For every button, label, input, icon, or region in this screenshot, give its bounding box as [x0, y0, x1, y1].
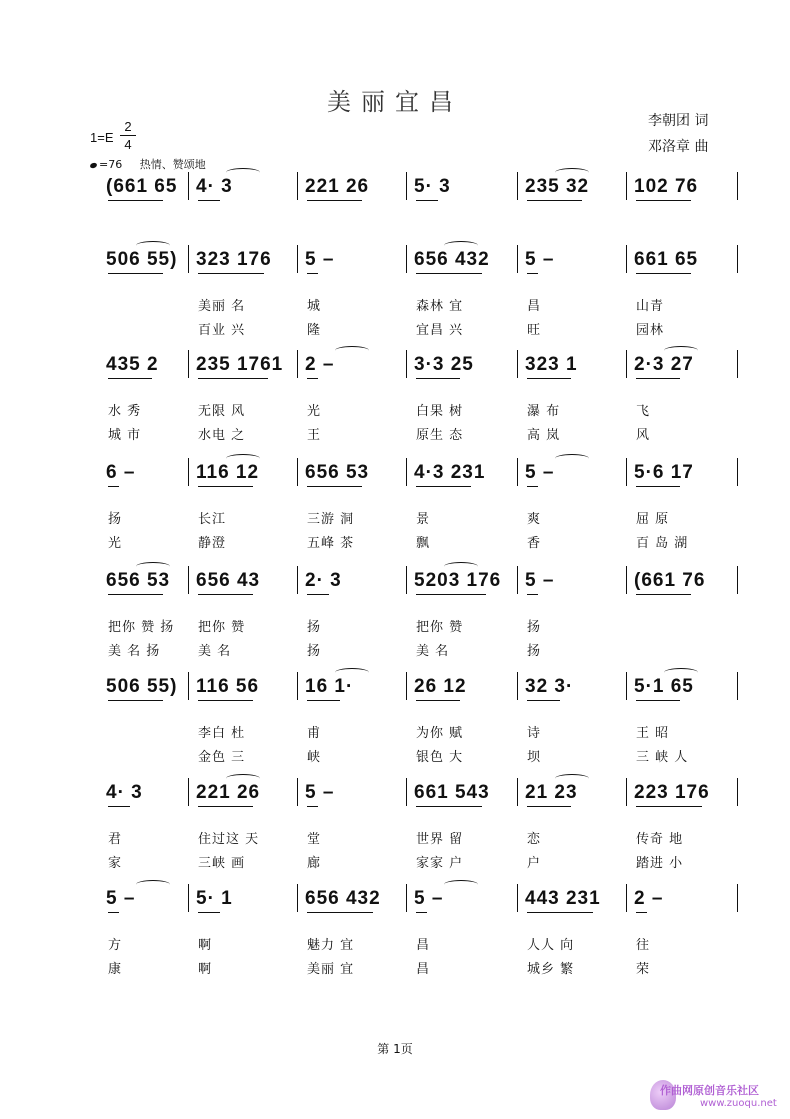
measure-notes: 506 55): [106, 249, 178, 270]
lyric-verse-2: 静澄: [198, 536, 227, 551]
beam-line: [307, 273, 318, 274]
watermark-text: 作曲网原创音乐社区: [660, 1084, 759, 1097]
barline: [297, 245, 298, 273]
barline: [188, 458, 189, 486]
lyric-verse-2: 百 岛 湖: [636, 536, 689, 551]
lyric-verse-1: 人人 向: [527, 938, 575, 953]
tempo-marking: [90, 156, 206, 172]
measure-notes: 3·3 25: [414, 354, 474, 375]
barline: [188, 778, 189, 806]
barline: [517, 172, 518, 200]
lyric-verse-2: 扬: [527, 644, 542, 659]
beam-line: [108, 594, 163, 595]
lyric-verse-1: 白果 树: [416, 404, 464, 419]
lyric-verse-2: 城乡 繁: [527, 962, 575, 977]
measure-notes: 5· 3: [414, 176, 451, 197]
measure-notes: 2 –: [305, 354, 335, 375]
beam-line: [307, 806, 318, 807]
barline: [297, 350, 298, 378]
lyric-verse-2: 户: [527, 856, 542, 871]
barline: [297, 672, 298, 700]
barline: [626, 458, 627, 486]
measure-notes: 5· 1: [196, 888, 233, 909]
slur-mark: [136, 241, 170, 250]
lyric-verse-2: 康: [108, 962, 123, 977]
beam-line: [527, 486, 538, 487]
lyric-verse-2: 廊: [307, 856, 322, 871]
barline: [737, 566, 738, 594]
time-signature: [120, 118, 136, 153]
staff-system: [0, 778, 790, 878]
measure-notes: 4·3 231: [414, 462, 486, 483]
barline: [517, 566, 518, 594]
beam-line: [636, 273, 691, 274]
beam-line: [108, 912, 119, 913]
measure-notes: 661 543: [414, 782, 490, 803]
measure-notes: (661 76: [634, 570, 706, 591]
beam-line: [307, 486, 362, 487]
measure-notes: 656 43: [196, 570, 261, 591]
beam-line: [307, 378, 318, 379]
measure-notes: 656 432: [305, 888, 381, 909]
slur-mark: [664, 668, 698, 677]
slur-mark: [136, 562, 170, 571]
beam-line: [416, 806, 482, 807]
lyric-verse-1: 美丽 名: [198, 299, 246, 314]
slur-mark: [444, 241, 478, 250]
lyric-verse-2: 飘: [416, 536, 431, 551]
barline: [737, 778, 738, 806]
beam-line: [198, 486, 253, 487]
measure-notes: 5 –: [525, 462, 555, 483]
measure-notes: 235 32: [525, 176, 590, 197]
barline: [297, 566, 298, 594]
barline: [188, 566, 189, 594]
lyric-verse-2: 园林: [636, 323, 665, 338]
beam-line: [416, 700, 460, 701]
watermark-url: www.zuoqu.net: [700, 1098, 777, 1109]
measure-notes: 116 12: [196, 462, 260, 483]
page-number: 第 1页: [377, 1042, 413, 1056]
lyric-verse-2: 隆: [307, 323, 322, 338]
barline: [626, 884, 627, 912]
lyric-verse-2: 啊: [198, 962, 213, 977]
measure-notes: 5203 176: [414, 570, 502, 591]
barline: [297, 884, 298, 912]
beam-line: [416, 486, 471, 487]
lyric-verse-1: 三游 洞: [307, 512, 355, 527]
barline: [626, 172, 627, 200]
measure-notes: 5 –: [525, 249, 555, 270]
lyric-verse-1: 屈 原: [636, 512, 670, 527]
lyric-verse-2: 峡: [307, 750, 322, 765]
barline: [737, 245, 738, 273]
barline: [188, 350, 189, 378]
beam-line: [416, 594, 486, 595]
lyric-verse-1: 把你 赞: [198, 620, 246, 635]
tempo-expression: 热情、赞颂地: [139, 158, 206, 171]
lyric-verse-2: 美 名: [198, 644, 232, 659]
lyric-verse-1: 城: [307, 299, 322, 314]
lyric-verse-1: 啊: [198, 938, 213, 953]
tempo-bpm: =76: [99, 158, 123, 171]
beam-line: [636, 912, 647, 913]
barline: [517, 350, 518, 378]
barline: [517, 778, 518, 806]
measure-notes: 6 –: [106, 462, 136, 483]
measure-notes: 2·3 27: [634, 354, 694, 375]
staff-system: [0, 245, 790, 345]
beam-line: [527, 700, 560, 701]
slur-mark: [444, 562, 478, 571]
lyric-verse-2: 家: [108, 856, 123, 871]
lyric-verse-2: 金色 三: [198, 750, 246, 765]
beam-line: [636, 806, 702, 807]
barline: [517, 245, 518, 273]
beam-line: [416, 912, 427, 913]
barline: [626, 672, 627, 700]
lyric-verse-2: 城 市: [108, 428, 142, 443]
beam-line: [416, 273, 482, 274]
lyric-verse-2: 水电 之: [198, 428, 246, 443]
barline: [297, 172, 298, 200]
measure-notes: 221 26: [305, 176, 370, 197]
meter-bottom: 4: [120, 135, 136, 153]
beam-line: [108, 486, 119, 487]
lyric-verse-2: 旺: [527, 323, 542, 338]
measure-notes: 5 –: [106, 888, 136, 909]
barline: [737, 458, 738, 486]
measure-notes: 16 1·: [305, 676, 354, 697]
barline: [188, 884, 189, 912]
barline: [406, 884, 407, 912]
lyric-verse-1: 李白 杜: [198, 726, 246, 741]
lyric-verse-1: 魅力 宜: [307, 938, 355, 953]
lyric-verse-2: 高 岚: [527, 428, 561, 443]
beam-line: [636, 486, 680, 487]
meter-top: 2: [124, 119, 132, 134]
beam-line: [527, 378, 571, 379]
measure-notes: 506 55): [106, 676, 178, 697]
lyric-verse-2: 银色 大: [416, 750, 464, 765]
barline: [297, 778, 298, 806]
slur-mark: [226, 168, 260, 177]
lyric-verse-2: 三峡 画: [198, 856, 246, 871]
staff-system: [0, 672, 790, 772]
measure-notes: 5·1 65: [634, 676, 694, 697]
beam-line: [108, 806, 130, 807]
lyric-verse-1: 扬: [527, 620, 542, 635]
beam-line: [416, 378, 460, 379]
measure-notes: 656 432: [414, 249, 490, 270]
beam-line: [636, 200, 691, 201]
lyric-verse-2: 美丽 宜: [307, 962, 355, 977]
measure-notes: 5 –: [305, 249, 335, 270]
lyric-verse-1: 把你 赞: [416, 620, 464, 635]
lyric-verse-1: 恋: [527, 832, 542, 847]
beam-line: [636, 700, 680, 701]
beam-line: [307, 700, 340, 701]
measure-notes: 656 53: [106, 570, 171, 591]
measure-notes: 235 1761: [196, 354, 284, 375]
measure-notes: 102 76: [634, 176, 699, 197]
lyric-verse-1: 森林 宜: [416, 299, 464, 314]
page-title: 美丽宜昌: [327, 88, 463, 116]
measure-notes: (661 65: [106, 176, 178, 197]
measure-notes: 5 –: [525, 570, 555, 591]
lyricist-credit: 李朝团 词: [648, 113, 709, 129]
lyric-verse-2: 百业 兴: [198, 323, 246, 338]
beam-line: [108, 378, 152, 379]
barline: [406, 778, 407, 806]
measure-notes: 223 176: [634, 782, 710, 803]
measure-notes: 661 65: [634, 249, 699, 270]
barline: [517, 884, 518, 912]
lyric-verse-2: 坝: [527, 750, 542, 765]
measure-notes: 21 23: [525, 782, 578, 803]
lyric-verse-2: 王: [307, 428, 322, 443]
lyric-verse-1: 山青: [636, 299, 665, 314]
beam-line: [198, 912, 220, 913]
beam-line: [108, 700, 163, 701]
measure-notes: 2 –: [634, 888, 664, 909]
lyric-verse-1: 光: [307, 404, 322, 419]
lyric-verse-1: 昌: [527, 299, 542, 314]
beam-line: [307, 200, 362, 201]
slur-mark: [664, 346, 698, 355]
beam-line: [527, 912, 593, 913]
lyric-verse-1: 长江: [198, 512, 227, 527]
beam-line: [527, 273, 538, 274]
beam-line: [307, 912, 373, 913]
composer-credit: 邓洛章 曲: [648, 139, 709, 155]
lyric-verse-2: 五峰 茶: [307, 536, 355, 551]
beam-line: [198, 200, 220, 201]
measure-notes: 323 176: [196, 249, 272, 270]
barline: [406, 245, 407, 273]
lyric-verse-1: 往: [636, 938, 651, 953]
beam-line: [198, 806, 253, 807]
lyric-verse-2: 家家 户: [416, 856, 464, 871]
slur-mark: [226, 774, 260, 783]
beam-line: [198, 378, 268, 379]
lyric-verse-1: 扬: [108, 512, 123, 527]
barline: [406, 458, 407, 486]
barline: [188, 172, 189, 200]
staff-system: [0, 884, 790, 984]
lyric-verse-2: 美 名 扬: [108, 644, 161, 659]
staff-system: [0, 566, 790, 666]
barline: [517, 672, 518, 700]
lyric-verse-1: 为你 赋: [416, 726, 464, 741]
beam-line: [636, 378, 680, 379]
lyric-verse-1: 诗: [527, 726, 542, 741]
slur-mark: [555, 168, 589, 177]
slur-mark: [335, 346, 369, 355]
measure-notes: 4· 3: [196, 176, 233, 197]
beam-line: [198, 273, 264, 274]
staff-system: [0, 458, 790, 558]
lyric-verse-1: 甫: [307, 726, 322, 741]
measure-notes: 443 231: [525, 888, 601, 909]
barline: [737, 350, 738, 378]
lyric-verse-2: 香: [527, 536, 542, 551]
staff-system: [0, 350, 790, 450]
beam-line: [307, 594, 329, 595]
beam-line: [527, 594, 538, 595]
beam-line: [108, 273, 163, 274]
barline: [626, 778, 627, 806]
lyric-verse-1: 瀑 布: [527, 404, 561, 419]
barline: [626, 350, 627, 378]
barline: [406, 566, 407, 594]
barline: [188, 672, 189, 700]
quarter-note-icon: [89, 162, 97, 169]
barline: [737, 884, 738, 912]
lyric-verse-2: 光: [108, 536, 123, 551]
lyric-verse-2: 宜昌 兴: [416, 323, 464, 338]
slur-mark: [555, 774, 589, 783]
beam-line: [527, 200, 582, 201]
measure-notes: 32 3·: [525, 676, 574, 697]
beam-line: [527, 806, 571, 807]
beam-line: [636, 594, 691, 595]
measure-notes: 656 53: [305, 462, 370, 483]
lyric-verse-2: 昌: [416, 962, 431, 977]
measure-notes: 2· 3: [305, 570, 342, 591]
barline: [406, 672, 407, 700]
measure-notes: 5 –: [305, 782, 335, 803]
slur-mark: [226, 454, 260, 463]
barline: [517, 458, 518, 486]
lyric-verse-1: 无限 风: [198, 404, 246, 419]
lyric-verse-2: 荣: [636, 962, 651, 977]
lyric-verse-1: 住过这 天: [198, 832, 260, 847]
barline: [297, 458, 298, 486]
lyric-verse-1: 飞: [636, 404, 651, 419]
measure-notes: 5 –: [414, 888, 444, 909]
barline: [626, 245, 627, 273]
slur-mark: [444, 880, 478, 889]
measure-notes: 221 26: [196, 782, 261, 803]
measure-notes: 435 2: [106, 354, 159, 375]
lyric-verse-1: 昌: [416, 938, 431, 953]
barline: [737, 172, 738, 200]
barline: [626, 566, 627, 594]
lyric-verse-1: 世界 留: [416, 832, 464, 847]
lyric-verse-1: 方: [108, 938, 123, 953]
barline: [737, 672, 738, 700]
barline: [406, 350, 407, 378]
lyric-verse-1: 扬: [307, 620, 322, 635]
measure-notes: 5·6 17: [634, 462, 694, 483]
lyric-verse-1: 把你 赞 扬: [108, 620, 175, 635]
beam-line: [198, 700, 253, 701]
measure-notes: 4· 3: [106, 782, 143, 803]
barline: [406, 172, 407, 200]
slur-mark: [555, 454, 589, 463]
lyric-verse-2: 原生 态: [416, 428, 464, 443]
beam-line: [198, 594, 253, 595]
beam-line: [108, 200, 163, 201]
key-signature: 1=E: [90, 130, 114, 145]
lyric-verse-2: 扬: [307, 644, 322, 659]
lyric-verse-1: 堂: [307, 832, 322, 847]
lyric-verse-1: 水 秀: [108, 404, 142, 419]
lyric-verse-1: 王 昭: [636, 726, 670, 741]
lyric-verse-1: 君: [108, 832, 123, 847]
barline: [188, 245, 189, 273]
lyric-verse-1: 景: [416, 512, 431, 527]
lyric-verse-1: 传奇 地: [636, 832, 684, 847]
lyric-verse-2: 风: [636, 428, 651, 443]
beam-line: [416, 200, 438, 201]
slur-mark: [136, 880, 170, 889]
lyric-verse-2: 三 峡 人: [636, 750, 689, 765]
measure-notes: 26 12: [414, 676, 467, 697]
slur-mark: [335, 668, 369, 677]
lyric-verse-2: 美 名: [416, 644, 450, 659]
measure-notes: 323 1: [525, 354, 578, 375]
lyric-verse-1: 爽: [527, 512, 542, 527]
measure-notes: 116 56: [196, 676, 260, 697]
lyric-verse-2: 踏进 小: [636, 856, 684, 871]
